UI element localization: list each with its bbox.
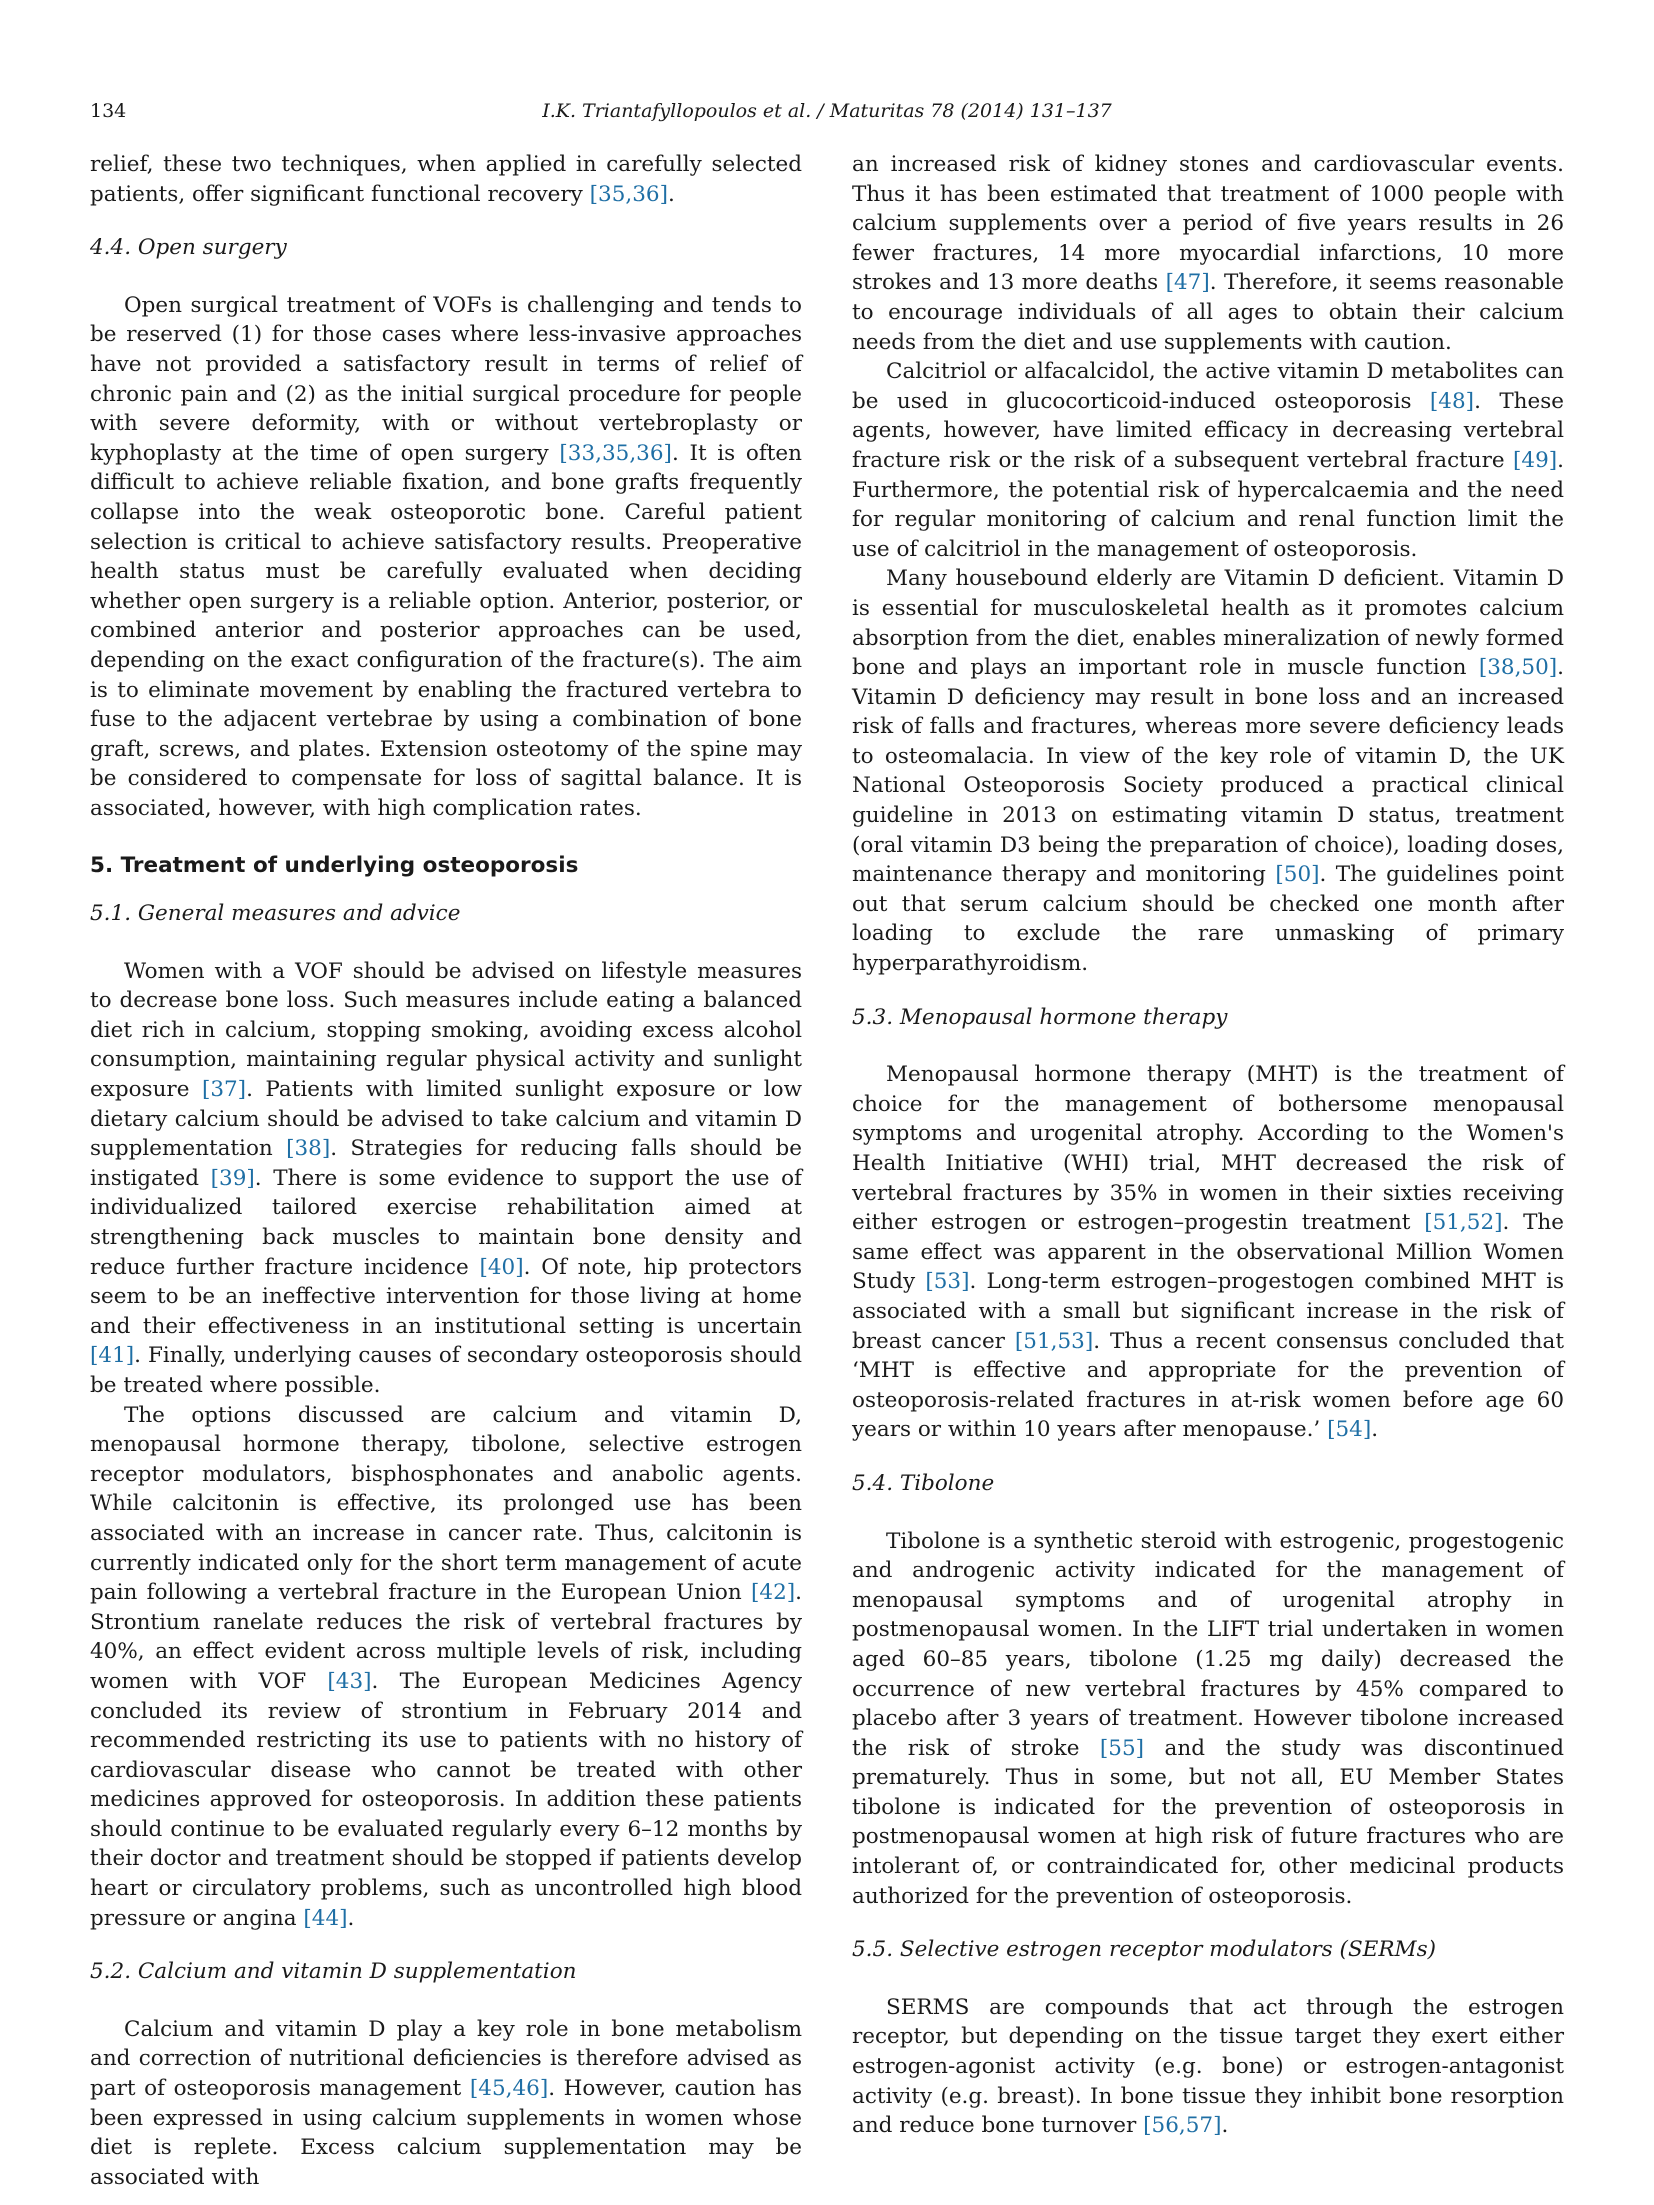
citation-link[interactable]: [43]: [327, 1668, 372, 1694]
subsection-heading: 5.4. Tibolone: [852, 1470, 995, 1496]
citation-link[interactable]: [53]: [925, 1269, 970, 1295]
paragraph: Tibolone is a synthetic steroid with estrogenic, progestogenic and androgenic activity indicated for the management of menopausal symptoms and of urogenital atrophy in postmenopausal women. In the LIFT trial undertaken in women aged 60–85 years, tibolone (1.25 mg daily) decreased the occurrence of new vertebral fractures by 45% compared to placebo after 3 years of treatment. However tibolone increased the risk of stroke [55] and the study was discontinued prematurely. Thus in some, but not all, EU Member States tibolone is indicated for the prevention of osteoporosis in postmenopausal women at high risk of future fractures who are intolerant of, or contraindicated for, other medicinal products authorized for the prevention of osteoporosis.: [852, 1528, 1565, 1909]
page-header: [90, 100, 1564, 130]
citation-link[interactable]: [38,50]: [1478, 655, 1558, 681]
subsection-heading: 4.4. Open surgery: [90, 235, 287, 261]
page-number: 134: [90, 100, 127, 122]
citation-link[interactable]: [35,36]: [589, 181, 668, 207]
citation-link[interactable]: [47]: [1165, 270, 1210, 296]
citation-link[interactable]: [41]: [90, 1343, 135, 1369]
subsection-heading: 5.3. Menopausal hormone therapy: [852, 1004, 1228, 1030]
citation-link[interactable]: [49]: [1513, 447, 1558, 473]
paragraph: Open surgical treatment of VOFs is challenging and tends to be reserved (1) for those cases where less-invasive approaches have not provided a satisfactory result in terms of relief of chronic pain and (2) as the initial surgical procedure for people with severe deformity, with or without vertebroplasty or kyphoplasty at the time of open surgery [33,35,36]. It is often difficult to achieve reliable fixation, and bone grafts frequently collapse into the weak osteoporotic bone. Careful patient selection is critical to achieve satisfactory results. Preoperative health status must be carefully evaluated when deciding whether open surgery is a reliable option. Anterior, posterior, or combined anterior and posterior approaches can be used, depending on the exact configuration of the fracture(s). The aim is to eliminate movement by enabling the fractured vertebra to fuse to the adjacent vertebrae by using a combination of bone graft, screws, and plates. Extension osteotomy of the spine may be considered to compensate for loss of sagittal balance. It is associated, however, with high complication rates.: [90, 292, 803, 821]
paragraph: Calcitriol or alfacalcidol, the active vitamin D metabolites can be used in glucocorticoid-induced osteoporosis [48]. These agents, however, have limited efficacy in decreasing vertebral fracture risk or the risk of a subsequent vertebral fracture [49]. Furthermore, the potential risk of hypercalcaemia and the need for regular monitoring of calcium and renal function limit the use of calcitriol in the management of osteoporosis.: [852, 359, 1565, 562]
paragraph: Women with a VOF should be advised on lifestyle measures to decrease bone loss. Such measures include eating a balanced diet rich in calcium, stopping smoking, avoiding excess alcohol consumption, maintaining regular physical activity and sunlight exposure [37]. Patients with limited sunlight exposure or low dietary calcium should be advised to take calcium and vitamin D supplementation [38]. Strategies for reducing falls should be instigated [39]. There is some evidence to support the use of individualized tailored exercise rehabilitation aimed at strengthening back muscles to maintain bone density and reduce further fracture incidence [40]. Of note, hip protectors seem to be an ineffective intervention for those living at home and their effectiveness in an institutional setting is uncertain [41]. Finally, underlying causes of secondary osteoporosis should be treated where possible.: [90, 958, 803, 1398]
subsection-heading: 5.5. Selective estrogen receptor modulators (SERMs): [852, 1937, 1436, 1963]
citation-link[interactable]: [48]: [1429, 388, 1475, 414]
paragraph: relief, these two techniques, when applied in carefully selected patients, offer significant functional recovery [35,36].: [90, 152, 802, 207]
citation-link[interactable]: [51,53]: [1014, 1328, 1094, 1354]
citation-link[interactable]: [50]: [1275, 862, 1320, 888]
left-column: [90, 150, 802, 2192]
citation-link[interactable]: [42]: [751, 1580, 796, 1606]
right-column: [852, 150, 1564, 2141]
citation-link[interactable]: [38]: [286, 1136, 331, 1162]
paragraph: Menopausal hormone therapy (MHT) is the treatment of choice for the management of bothersome menopausal symptoms and urogenital atrophy. According to the Women's Health Initiative (WHI) trial, MHT decreased the risk of vertebral fractures by 35% in women in their sixties receiving either estrogen or estrogen–progestin treatment [51,52]. The same effect was apparent in the observational Million Women Study [53]. Long-term estrogen–progestogen combined MHT is associated with a small but significant increase in the risk of breast cancer [51,53]. Thus a recent consensus concluded that ‘MHT is effective and appropriate for the prevention of osteoporosis-related fractures in at-risk women before age 60 years or within 10 years after menopause.’ [54].: [852, 1062, 1564, 1443]
citation-link[interactable]: [54]: [1327, 1417, 1372, 1443]
citation-link[interactable]: [40]: [479, 1254, 524, 1280]
paragraph: Many housebound elderly are Vitamin D deficient. Vitamin D is essential for musculoskeletal health as it promotes calcium absorption from the diet, enables mineralization of newly formed bone and plays an important role in muscle function [38,50]. Vitamin D deficiency may result in bone loss and an increased risk of falls and fractures, whereas more severe deficiency leads to osteomalacia. In view of the key role of vitamin D, the UK National Osteoporosis Society produced a practical clinical guideline in 2013 on estimating vitamin D status, treatment (oral vitamin D3 being the preparation of choice), loading doses, maintenance therapy and monitoring [50]. The guidelines point out that serum calcium should be checked one month after loading to exclude the rare unmasking of primary hyperparathyroidism.: [852, 566, 1564, 977]
citation-link[interactable]: [56,57]: [1143, 2113, 1222, 2139]
citation-link[interactable]: [39]: [210, 1165, 255, 1191]
paragraph: an increased risk of kidney stones and cardiovascular events. Thus it has been estimated that treatment of 1000 people with calcium supplements over a period of five years results in 26 fewer fractures, 14 more myocardial infarctions, 10 more strokes and 13 more deaths [47]. Therefore, it seems reasonable to encourage individuals of all ages to obtain their calcium needs from the diet and use supplements with caution.: [852, 152, 1565, 355]
citation-link[interactable]: [33,35,36]: [559, 440, 672, 466]
citation-link[interactable]: [37]: [201, 1077, 247, 1103]
section-heading: 5. Treatment of underlying osteoporosis: [90, 853, 579, 879]
paragraph: Calcium and vitamin D play a key role in bone metabolism and correction of nutritional deficiencies is therefore advised as part of osteoporosis management [45,46]. However, caution has been expressed in using calcium supplements in women whose diet is replete. Excess calcium supplementation may be associated with: [90, 2016, 802, 2190]
subsection-heading: 5.2. Calcium and vitamin D supplementation: [90, 1959, 577, 1985]
running-head: I.K. Triantafyllopoulos et al. / Maturitas 78 (2014) 131–137: [542, 100, 1112, 122]
citation-link[interactable]: [51,52]: [1424, 1210, 1503, 1236]
citation-link[interactable]: [44]: [303, 1905, 348, 1931]
citation-link[interactable]: [45,46]: [469, 2076, 549, 2102]
paragraph: The options discussed are calcium and vitamin D, menopausal hormone therapy, tibolone, selective estrogen receptor modulators, bisphosphonates and anabolic agents. While calcitonin is effective, its prolonged use has been associated with an increase in cancer rate. Thus, calcitonin is currently indicated only for the short term management of acute pain following a vertebral fracture in the European Union [42]. Strontium ranelate reduces the risk of vertebral fractures by 40%, an effect evident across multiple levels of risk, including women with VOF [43]. The European Medicines Agency concluded its review of strontium in February 2014 and recommended restricting its use to patients with no history of cardiovascular disease who cannot be treated with other medicines approved for osteoporosis. In addition these patients should continue to be evaluated regularly every 6–12 months by their doctor and treatment should be stopped if patients develop heart or circulatory problems, such as uncontrolled high blood pressure or angina [44].: [90, 1402, 802, 1931]
citation-link[interactable]: [55]: [1099, 1735, 1145, 1761]
paragraph: SERMS are compounds that act through the estrogen receptor, but depending on the tissue target they exert either estrogen-agonist activity (e.g. bone) or estrogen-antagonist activity (e.g. breast). In bone tissue they inhibit bone resorption and reduce bone turnover [56,57].: [852, 1994, 1564, 2139]
subsection-heading: 5.1. General measures and advice: [90, 901, 461, 927]
